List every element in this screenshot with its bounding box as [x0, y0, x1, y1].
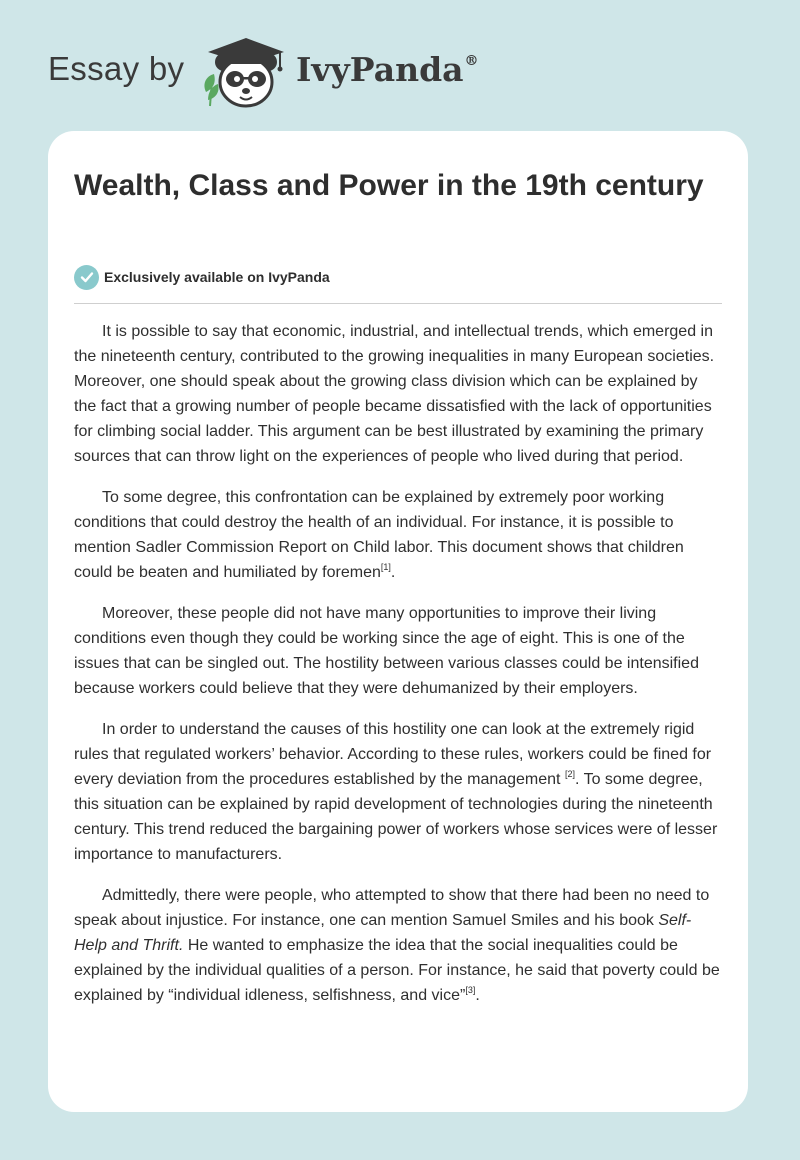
book-title: Self-Help and Thrift.	[74, 912, 692, 954]
paragraph-5-text-a: Admittedly, there were people, who attempted to show that there had been no need to speak about injustice. For instance, one can mention Samuel Smiles and his book	[74, 887, 710, 929]
paragraph-2	[74, 485, 724, 585]
paragraph-4	[74, 717, 724, 867]
brand-name[interactable]	[296, 50, 479, 89]
paragraph-2-end: .	[390, 564, 396, 581]
brand-label: IvyPanda	[296, 50, 464, 89]
exclusive-label: Exclusively available on IvyPanda	[104, 269, 330, 285]
essay-body	[74, 319, 724, 1024]
page-title: Wealth, Class and Power in the 19th century	[74, 169, 704, 202]
check-icon	[74, 265, 99, 290]
paragraph-5-text-b: He wanted to emphasize the idea that the social inequalities could be explained by the individual qualities of a person. For instance, he said that poverty could be explained by “individual idleness, selfishness, and vice”	[74, 937, 720, 1004]
essay-card	[48, 131, 748, 1112]
exclusive-badge	[74, 264, 330, 290]
footnote-ref-1[interactable]: [1]	[380, 562, 391, 572]
footnote-ref-3[interactable]: [3]	[465, 985, 476, 995]
essay-by-label: Essay by	[48, 50, 185, 87]
paragraph-4-text-b: . To some degree, this situation can be explained by rapid development of technologies during the nineteenth century. This trend reduced the bargaining power of workers whose services were of lesser importance to manufacturers.	[74, 771, 718, 863]
paragraph-4-text-a: In order to understand the causes of this hostility one can look at the extremely rigid rules that regulated workers’ behavior. According to these rules, workers could be fined for every deviation from the procedures established by the management	[74, 721, 712, 788]
site-header	[0, 0, 800, 130]
paragraph-2-text: To some degree, this confrontation can be explained by extremely poor working conditions that could destroy the health of an individual. For instance, it is possible to mention Sadler Commission Report on Child labor. This document shows that children could be beaten and humiliated by foremen	[74, 489, 684, 581]
paragraph-5	[74, 883, 724, 1008]
footnote-ref-2[interactable]: [2]	[564, 769, 575, 779]
paragraph-5-end: .	[475, 987, 480, 1004]
paragraph-1: It is possible to say that economic, industrial, and intellectual trends, which emerged in the nineteenth century, contributed to the growing inequalities in many European societies. Moreover, one should speak about the growing class division which can be explained by the fact that a growing number of people became dissatisfied with the lack of opportunities for climbing social ladder. This argument can be best illustrated by examining the primary sources that can throw light on the experiences of people who lived during that period.	[74, 323, 715, 465]
panda-logo-icon[interactable]	[200, 34, 292, 110]
divider	[74, 303, 722, 304]
registered-mark: ®	[464, 53, 479, 69]
paragraph-3: Moreover, these people did not have many opportunities to improve their living conditions even though they could be working since the age of eight. This is one of the issues that can be singled out. The hostility between various classes could be intensified because workers could believe that they were dehumanized by their employers.	[74, 605, 699, 697]
